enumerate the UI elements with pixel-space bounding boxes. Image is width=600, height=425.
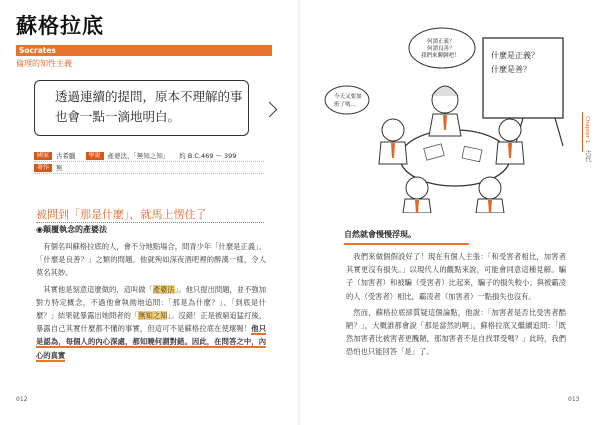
page-number-right: 013	[568, 396, 580, 403]
quote-line-2: 也會一點一滴地明白。	[55, 109, 181, 124]
region-tag: 國家	[34, 152, 52, 160]
works-value: 無	[56, 164, 63, 172]
chapter-title: 古代	[584, 150, 591, 162]
school-tag: 學說	[86, 152, 104, 160]
subheading: ◉顛覆執念的產婆法	[36, 225, 107, 234]
page-title: 蘇格拉底	[16, 14, 104, 38]
section-divider	[36, 222, 264, 223]
info-table	[34, 150, 264, 174]
left-body-text	[36, 240, 266, 365]
paragraph-1: 有個名叫蘇格拉底的人，會不分地點場合，問青少年「什麼是正義」、「什麼是良善？」之類的問題。他就殉如深夜酒吧裡的醉漢一樣，令人莫名其妙。	[36, 242, 266, 278]
quote-box	[34, 80, 249, 136]
socrates-illustration	[305, 18, 585, 213]
highlight-term-1: 產婆法	[152, 284, 175, 294]
region-value: 古希臘	[56, 152, 76, 160]
right-heading: 自然就會慢慢浮現。	[344, 230, 416, 239]
paragraph-2	[36, 283, 266, 362]
speech-bubble-socrates	[409, 28, 475, 68]
para2-text-c: 」。沒錯！正是被窮追猛打後，暴露自己其實什麼都不懂的事實，但這可不是蘇格拉底在使壞喔！	[36, 311, 267, 334]
para2-text-b: 」。他只提出問題，並不強加對方特定概念，不過他會執拗地追問：「那是為什麼？」、「到底是什麼？」結果就暴露出她問者的「	[36, 284, 266, 321]
speech-bubble-student	[325, 86, 369, 114]
right-body-text	[346, 250, 566, 362]
speech1-line-3: 我們來聊聊吧！	[421, 53, 460, 59]
school-value: 產婆法、「無知之知」	[107, 152, 170, 160]
dates-value: 約 B.C.469 ～ 399	[179, 152, 237, 160]
speech2-line-1: 今天又要加	[334, 94, 362, 100]
quote-line-1: 透過連續的提問，原本不理解的事	[55, 89, 243, 104]
highlight-term-2: 無知之知	[138, 311, 168, 321]
blackboard	[483, 38, 563, 146]
chapter-label: Chapter 1	[584, 116, 590, 144]
para2-text-a: 其實他是刻意這麼做的，這叫做「	[43, 284, 153, 294]
subtitle: 倫理的知性主義	[16, 59, 72, 68]
right-heading-underline	[344, 243, 469, 245]
works-tag: 著作	[34, 164, 52, 172]
right-paragraph-2: 然而，蘇格拉底卻質疑這個論點，他說：「加害者是否比受害者酷陋？」，大概誰都會說「那是當然的啊」，蘇格拉底又繼續追問：「既然加害者比被害者更醜陋，那加害者不是自找罪受嗎？」此時，我們恐怕也只能回答「是」了。	[346, 307, 566, 357]
board-line-2: 什麼是善？	[491, 65, 531, 74]
english-name-bar: Socrates	[16, 45, 272, 56]
speech1-line-2: 何謂良善？	[427, 46, 455, 52]
speech2-line-2: 班了嗎…	[334, 102, 357, 108]
speech1-line-1: 何謂正義？	[427, 39, 455, 45]
section-heading: 被問到「那是什麼」，就馬上愣住了	[36, 208, 207, 221]
info-row-2	[34, 162, 264, 174]
quote-tail-icon	[262, 102, 278, 118]
underlined-text: 他只是認為，每個人的內心深處，都知曉何謂對錯。因此，在問答之中，內心的真實	[36, 324, 267, 360]
info-row-1	[34, 150, 264, 162]
page-number-left: 012	[16, 396, 28, 403]
right-paragraph-1: 我們來做個假設好了！現在有個人主張：「和受害者相比，加害者其實更沒有損失。」以現代人的觀點來說，可能會同意這種見解。騙子（加害者）和被騙（受害者）比起來，騙子的損失較小；與被霸凌的人（受害者）相比，霸凌者（加害者）一點損失也沒有。	[346, 252, 566, 301]
board-line-1: 什麼是正義？	[491, 51, 539, 60]
